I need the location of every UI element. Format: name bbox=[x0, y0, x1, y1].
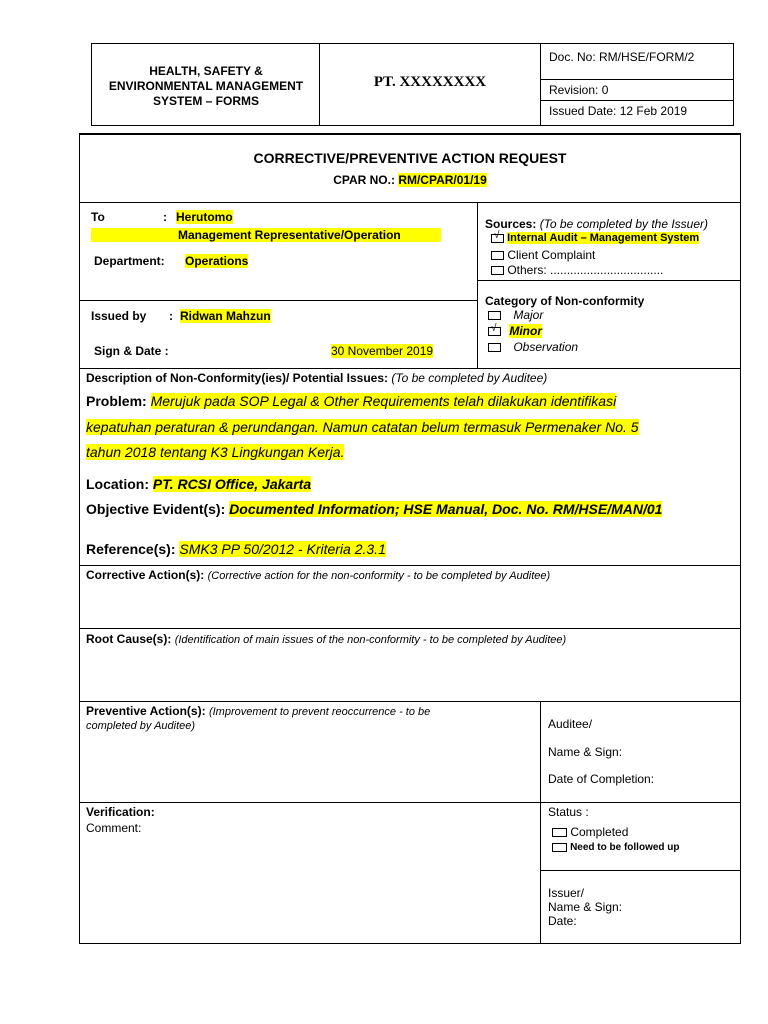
reference-value: SMK3 PP 50/2012 - Kriteria 2.3.1 bbox=[179, 541, 386, 557]
sign-date-label: Sign & Date : bbox=[94, 344, 169, 358]
status-option[interactable] bbox=[552, 841, 680, 853]
checkbox[interactable] bbox=[491, 266, 504, 275]
issued-by-colon: : bbox=[169, 309, 173, 323]
category-option-label: Major bbox=[513, 308, 544, 322]
form-divider bbox=[79, 565, 741, 566]
checkbox[interactable] bbox=[552, 828, 567, 837]
problem-line bbox=[86, 393, 616, 409]
form-divider bbox=[477, 280, 741, 281]
form-frame bbox=[79, 133, 741, 944]
status-label: Status : bbox=[548, 805, 589, 819]
description-heading bbox=[86, 371, 547, 385]
status-option[interactable] bbox=[552, 825, 628, 839]
auditee-label: Auditee/ bbox=[548, 717, 593, 731]
header-divider bbox=[540, 43, 541, 126]
location-label: Location: bbox=[86, 476, 149, 492]
evidence-line bbox=[86, 501, 662, 517]
sources-note: (To be completed by the Issuer) bbox=[539, 217, 709, 231]
category-label: Category of Non-conformity bbox=[485, 294, 645, 308]
source-option[interactable] bbox=[491, 263, 663, 277]
verification-label: Verification: bbox=[86, 805, 155, 819]
source-option[interactable] bbox=[491, 248, 595, 262]
to-label: To bbox=[91, 210, 105, 224]
system-title: HEALTH, SAFETY & ENVIRONMENTAL MANAGEMENT SYSTEM – FORMS bbox=[108, 64, 304, 108]
auditee-name-sign: Name & Sign: bbox=[548, 745, 623, 759]
source-option-label: Internal Audit – Management System bbox=[507, 232, 700, 244]
form-title: CORRECTIVE/PREVENTIVE ACTION REQUEST bbox=[253, 150, 567, 166]
source-option-label: Client Complaint bbox=[507, 248, 596, 262]
sources-label: Sources: bbox=[485, 217, 537, 231]
issuer-date: Date: bbox=[548, 914, 577, 928]
checkbox[interactable] bbox=[491, 251, 504, 260]
checkbox[interactable] bbox=[488, 311, 501, 320]
cpar-label: CPAR NO.: bbox=[333, 173, 395, 187]
to-name: Herutomo bbox=[176, 210, 233, 224]
evidence-value: Documented Information; HSE Manual, Doc. No. RM/HSE/MAN/01 bbox=[229, 501, 663, 517]
root-cause-input-area[interactable] bbox=[80, 650, 740, 700]
status-option-label: Completed bbox=[570, 825, 629, 839]
corrective-input-area[interactable] bbox=[80, 585, 740, 627]
preventive-note: (Improvement to prevent reoccurrence - to be bbox=[208, 706, 431, 718]
department-value: Operations bbox=[185, 254, 249, 268]
status-option-label: Need to be followed up bbox=[570, 842, 680, 853]
root-cause-note: (Identification of main issues of the non-conformity - to be completed by Auditee) bbox=[174, 634, 567, 646]
corrective-note: (Corrective action for the non-conformity - to be completed by Auditee) bbox=[207, 570, 551, 582]
to-colon: : bbox=[163, 210, 167, 224]
issued-by-value: Ridwan Mahzun bbox=[180, 309, 271, 323]
corrective-heading bbox=[86, 568, 550, 582]
checkbox[interactable] bbox=[552, 843, 567, 852]
comment-label: Comment: bbox=[86, 821, 142, 835]
preventive-heading bbox=[86, 704, 430, 720]
issuer-name-sign: Name & Sign: bbox=[548, 900, 623, 914]
auditee-date-completion: Date of Completion: bbox=[548, 772, 655, 786]
revision: Revision: 0 bbox=[549, 83, 609, 97]
doc-number: Doc. No: RM/HSE/FORM/2 bbox=[549, 50, 695, 64]
issued-date: Issued Date: 12 Feb 2019 bbox=[549, 104, 688, 118]
location-line bbox=[86, 476, 311, 492]
reference-line bbox=[86, 541, 386, 557]
location-value: PT. RCSI Office, Jakarta bbox=[152, 476, 312, 492]
problem-text: tahun 2018 tentang K3 Lingkungan Kerja. bbox=[86, 444, 345, 460]
corrective-label: Corrective Action(s): bbox=[86, 568, 205, 582]
checkbox[interactable] bbox=[488, 343, 501, 352]
issued-by-label: Issued by bbox=[91, 309, 147, 323]
header-divider bbox=[540, 79, 734, 80]
category-option[interactable] bbox=[488, 340, 578, 354]
description-note: (To be completed by Auditee) bbox=[391, 371, 548, 385]
form-divider bbox=[79, 368, 741, 369]
source-option-label: Others: .................................. bbox=[507, 263, 664, 277]
checkbox-checked[interactable] bbox=[488, 327, 501, 336]
department-label: Department: bbox=[94, 254, 165, 268]
preventive-note: completed by Auditee) bbox=[86, 720, 196, 732]
category-option[interactable] bbox=[488, 308, 543, 322]
sign-date-value: 30 November 2019 bbox=[331, 344, 434, 358]
problem-label: Problem: bbox=[86, 393, 147, 409]
root-cause-heading bbox=[86, 632, 566, 646]
comment-input-area[interactable] bbox=[80, 838, 539, 942]
company-name: PT. XXXXXXXX bbox=[373, 74, 487, 90]
cpar-value: RM/CPAR/01/19 bbox=[398, 173, 487, 187]
reference-label: Reference(s): bbox=[86, 541, 176, 557]
form-divider bbox=[79, 300, 477, 301]
preventive-label: Preventive Action(s): bbox=[86, 704, 206, 718]
problem-text: kepatuhan peraturan & perundangan. Namun catatan belum termasuk Permenaker No. 5 bbox=[86, 419, 639, 435]
form-divider bbox=[477, 202, 478, 368]
form-divider bbox=[540, 701, 541, 944]
form-divider bbox=[540, 870, 741, 871]
form-divider bbox=[79, 202, 741, 203]
category-option-label: Observation bbox=[513, 340, 579, 354]
form-divider bbox=[79, 802, 741, 803]
checkbox-checked[interactable] bbox=[491, 234, 504, 243]
category-option[interactable] bbox=[488, 324, 542, 338]
preventive-input-area[interactable] bbox=[80, 740, 539, 800]
issuer-label: Issuer/ bbox=[548, 886, 585, 900]
category-option-label: Minor bbox=[509, 324, 543, 338]
source-option[interactable] bbox=[491, 232, 699, 244]
to-role: Management Representative/Operation bbox=[178, 228, 401, 242]
header-divider bbox=[540, 100, 734, 101]
description-label: Description of Non-Conformity(ies)/ Potential Issues: bbox=[86, 371, 389, 385]
sources-heading bbox=[485, 217, 708, 231]
cpar-number bbox=[79, 173, 741, 187]
form-divider bbox=[79, 701, 741, 702]
root-cause-label: Root Cause(s): bbox=[86, 632, 172, 646]
form-divider bbox=[79, 628, 741, 629]
evidence-label: Objective Evident(s): bbox=[86, 501, 226, 517]
problem-text: Merujuk pada SOP Legal & Other Requirements telah dilakukan identifikasi bbox=[150, 393, 617, 409]
